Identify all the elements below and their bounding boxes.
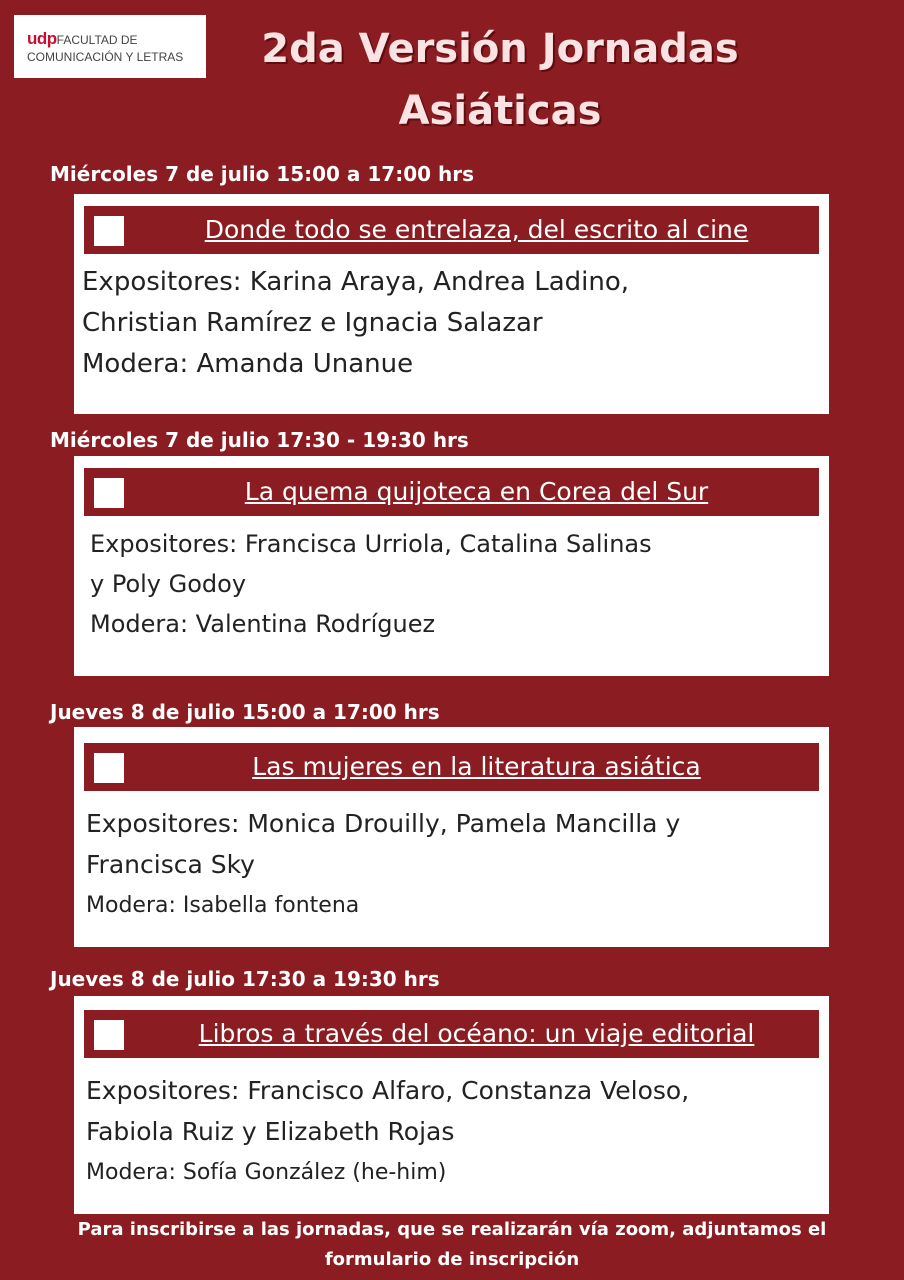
- footer-line2: formulario de inscripción: [324, 1249, 580, 1270]
- session-4-card: [74, 996, 829, 1214]
- session-3-header: [84, 743, 819, 791]
- session-4-moderator: Modera: Sofía González (he-him): [86, 1160, 447, 1185]
- checkbox-icon[interactable]: [94, 216, 124, 246]
- session-2-header: [84, 468, 819, 516]
- session-2-speakers-1: Expositores: Francisca Urriola, Catalina Salinas: [90, 530, 652, 558]
- session-2-title[interactable]: La quema quijoteca en Corea del Sur: [244, 477, 709, 506]
- session-2-card: [74, 456, 829, 676]
- checkbox-icon[interactable]: [94, 478, 124, 508]
- session-4-speakers-1: Expositores: Francisco Alfaro, Constanza Veloso,: [86, 1076, 690, 1105]
- logo-brand: udp: [27, 29, 57, 48]
- session-3-title[interactable]: Las mujeres en la literatura asiática: [252, 752, 701, 781]
- udp-logo: [14, 15, 206, 78]
- session-2-details: [90, 524, 823, 644]
- session-1-header: [84, 206, 819, 254]
- session-3-moderator: Modera: Isabella fontena: [86, 893, 360, 918]
- session-4-title[interactable]: Libros a través del océano: un viaje editorial: [198, 1019, 755, 1048]
- title-line1: 2da Versión Jornadas: [261, 26, 739, 72]
- logo-line2: COMUNICACIÓN Y LETRAS: [27, 50, 184, 64]
- session-1-title[interactable]: Donde todo se entrelaza, del escrito al cine: [204, 215, 749, 244]
- session-3-card: [74, 727, 829, 947]
- checkbox-icon[interactable]: [94, 753, 124, 783]
- session-2-moderator: Modera: Valentina Rodríguez: [90, 610, 436, 638]
- checkbox-icon[interactable]: [94, 1020, 124, 1050]
- session-4-speakers-2: Fabiola Ruiz y Elizabeth Rojas: [86, 1117, 455, 1146]
- session-3-speakers-1: Expositores: Monica Drouilly, Pamela Mancilla y: [86, 809, 681, 838]
- session-1-moderator: Modera: Amanda Unanue: [82, 349, 414, 379]
- session-1-speakers-2: Christian Ramírez e Ignacia Salazar: [82, 308, 543, 338]
- session-1-date: Miércoles 7 de julio 15:00 a 17:00 hrs: [50, 162, 475, 186]
- logo-line1: FACULTAD DE: [56, 33, 138, 47]
- session-1-speakers-1: Expositores: Karina Araya, Andrea Ladino,: [82, 267, 630, 297]
- registration-note: [0, 1215, 904, 1275]
- session-2-speakers-2: y Poly Godoy: [90, 570, 247, 598]
- session-3-details: [86, 803, 823, 926]
- session-3-date: Jueves 8 de julio 15:00 a 17:00 hrs: [50, 700, 440, 724]
- title-line2: Asiáticas: [398, 88, 602, 134]
- session-4-date: Jueves 8 de julio 17:30 a 19:30 hrs: [50, 967, 440, 991]
- footer-line1: Para inscribirse a las jornadas, que se realizarán vía zoom, adjuntamos el: [77, 1219, 827, 1240]
- session-3-speakers-2: Francisca Sky: [86, 850, 255, 879]
- session-2-date: Miércoles 7 de julio 17:30 - 19:30 hrs: [50, 428, 469, 452]
- session-4-header: [84, 1010, 819, 1058]
- session-1-details: [82, 262, 823, 385]
- page-title: [220, 18, 780, 142]
- session-4-details: [86, 1070, 823, 1193]
- session-1-card: [74, 194, 829, 414]
